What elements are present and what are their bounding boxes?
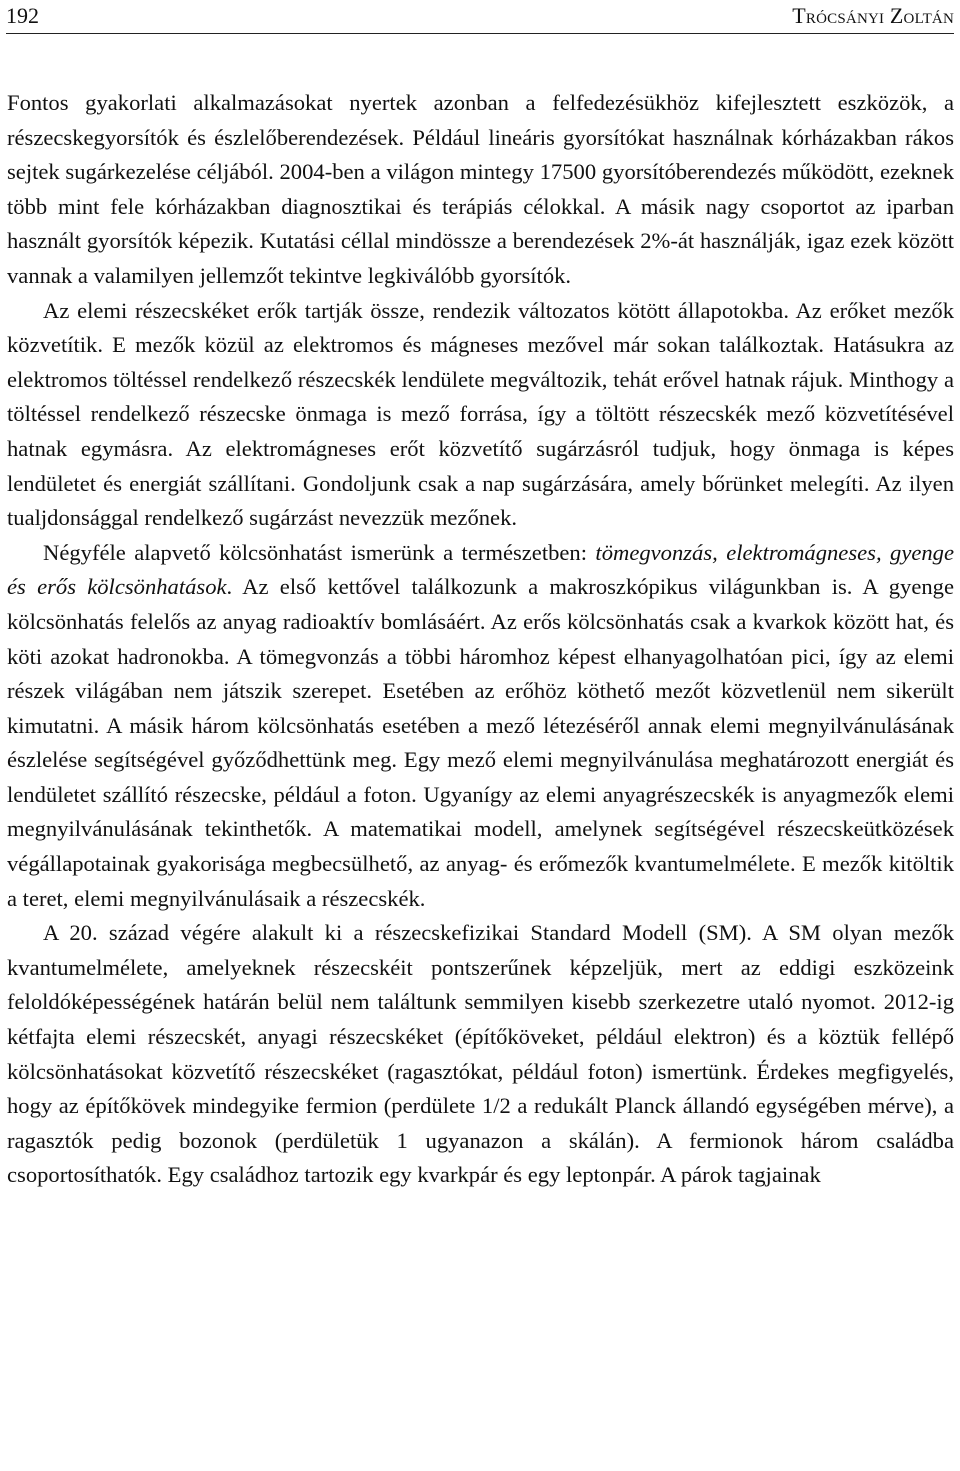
text-run: A 20. század végére alakult ki a részecskefizikai Standard Modell (SM). A SM olyan mezők kvantumelmélete, amelyeknek részecskéit pontszerűnek képzeljük, mert az eddigi eszközeink feloldóképességének határán belül nem találtunk semmilyen kisebb szerkezetre utaló nyomot. 2012-ig kétfajta elemi részecskét, anyagi részecskéket (építőköveket, például elektron) és a köztük fellépő kölcsönhatásokat közvetítő részecskéket (ragasztókat, például foton) ismertünk. Érdekes megfigyelés, hogy az építőkövek mindegyike fermion (perdülete 1/2 a redukált Planck állandó egységében mérve), a ragasztók pedig bozonok (perdületük 1 ugyanazon a skálán). A fermionok három családba csoportosíthatók. Egy családhoz tartozik egy kvarkpár és egy leptonpár. A párok tagjainak [7,920,954,1188]
italic-run: tömegvonzás, elektromágneses, gyenge és erős kölcsönhatások [7,539,954,600]
running-head [6,2,954,30]
text-run: Négyféle alapvető kölcsönhatást ismerünk a természetben: [43,539,596,565]
running-title: Trócsányi Zoltán [792,3,954,28]
page-number: 192 [6,3,39,28]
text-run: Fontos gyakorlati alkalmazásokat nyertek azonban a felfedezésükhöz kifejlesztett eszközök, a részecskegyorsítók és észlelőberendezések. Például lineáris gyorsítókat használnak kórházakban rákos sejtek sugárkezelése céljából. 2004-ben a világon mintegy 17500 gyorsítóberendezés működött, ezeknek több mint fele kórházakban diagnosztikai és terápiás célokkal. A másik nagy csoportot az iparban használt gyorsítók képezik. Kutatási céllal mindössze a berendezések 2%-át használják, igaz ezek között vannak a valamilyen jellemzőt tekintve legkiválóbb gyorsítók. [7,90,954,288]
text-run: Az elemi részecskéket erők tartják össze, rendezik változatos kötött állapotokba. Az erőket mezők közvetítik. E mezők közül az elektromos és mágneses mezővel már sokan találkoztak. Hatásukra az elektromos töltéssel rendelkező részecskék lendülete megváltozik, tehát erővel hatnak rájuk. Minthogy a töltéssel rendelkező részecske önmaga is mező forrása, így a töltött részecskék mező közvetítésével hatnak egymásra. Az elektromágneses erőt közvetítő sugárzásról tudjuk, hogy önmaga is képes lendületet és energiát szállítani. Gondoljunk csak a nap sugárzására, amely bőrünket melegíti. Az ilyen tualjdonsággal rendelkező sugárzást nevezzük mezőnek. [7,297,954,531]
paragraph [7,916,954,1193]
paragraph [7,86,954,294]
body-text [7,86,954,1193]
paragraph [7,294,954,536]
paragraph [7,536,954,917]
header-rule [6,33,954,34]
text-run: . Az első kettővel találkozunk a makroszkópikus világunkban is. A gyenge kölcsönhatás felelős az anyag radioaktív bomlásáért. Az erős kölcsönhatás csak a kvarkok között hat, és köti azokat hadronokba. A tömegvonzás a többi háromhoz képest elhanyagolhatóan pici, így az elemi részek világában nem játszik szerepet. Esetében az erőhöz köthető mezőt közvetlenül nem sikerült kimutatni. A másik három kölcsönhatás esetében a mező létezéséről annak elemi megnyilvánulásának észlelése segítségével győződhettünk meg. Egy mező elemi megnyilvánulása meghatározott energiát és lendületet szállító részecske, például a foton. Ugyanígy az elemi anyagrészecskék is anyagmezők elemi megnyilvánulásának tekinthetők. A matematikai modell, amelynek segítségével részecskeütközések végállapotainak gyakorisága megbecsülhető, az anyag- és erőmezők kvantumelmélete. E mezők kitöltik a teret, elemi megnyilvánulásaik a részecskék. [7,574,954,911]
